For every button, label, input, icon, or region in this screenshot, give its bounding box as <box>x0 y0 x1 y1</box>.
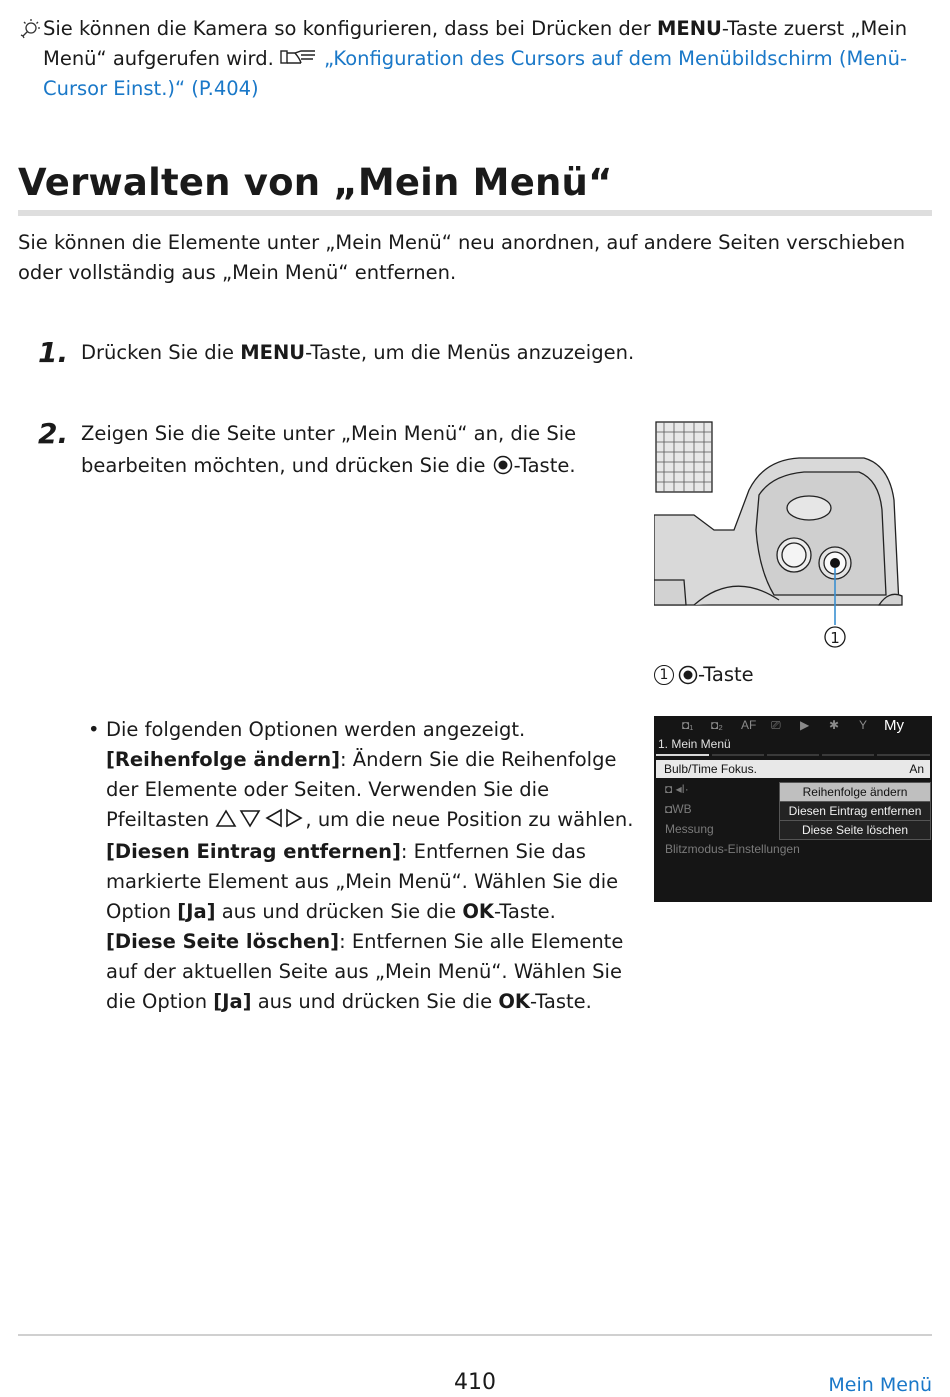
shooting-menu-2-tab: ◘₂ <box>711 718 723 732</box>
screen-row: ◘ ◂ǀ· <box>665 782 689 796</box>
step-1-text-before: Drücken Sie die <box>81 341 241 364</box>
hint-lightbulb-icon <box>18 18 42 42</box>
page-indicator <box>767 754 819 756</box>
pointing-hand-icon <box>280 48 318 66</box>
tip-text-after: -Taste zuerst „Mein Menü“ aufgerufen wird. <box>43 17 908 70</box>
my-menu-tab: My <box>884 717 904 734</box>
page-number: 410 <box>454 1370 496 1395</box>
options-intro: Die folgenden Optionen werden angezeigt. <box>106 718 526 741</box>
option-reorder-desc: : Ändern Sie die Reihenfolge der Elemente oder Seiten. Verwenden Sie die Pfeiltasten <box>106 748 617 831</box>
section-link[interactable]: Mein Menü <box>828 1374 932 1396</box>
cursor-config-link[interactable]: „Konfiguration des Cursors auf dem Menübildschirm (Menü-Cursor Einst.)“ (P.404) <box>43 47 908 100</box>
step-2-text-after: -Taste. <box>513 454 576 477</box>
tip-text-before: Sie können die Kamera so konfigurieren, dass bei Drücken der <box>43 17 657 40</box>
step-2-text-before: Zeigen Sie die Seite unter „Mein Menü“ an, die Sie bearbeiten möchten, und drücken Sie die <box>81 422 577 477</box>
screen-row-selected <box>656 760 930 778</box>
menu-key-label: MENU <box>240 341 306 364</box>
screen-row: Messung <box>665 822 714 836</box>
footer-divider <box>18 1334 932 1336</box>
step-2-number: 2. <box>38 417 69 450</box>
page-indicator <box>712 754 764 756</box>
option-remove-label: [Diesen Eintrag entfernen] <box>106 840 401 863</box>
screen-row-label: Bulb/Time Fokus. <box>664 762 757 776</box>
ok-key-label: OK <box>498 990 530 1013</box>
page-indicator-active <box>656 754 709 756</box>
step-2-text <box>81 418 641 482</box>
option-delete-page-desc-mid: aus und drücken Sie die <box>251 990 499 1013</box>
title-divider <box>18 210 932 216</box>
option-reorder-label: [Reihenfolge ändern] <box>106 748 340 771</box>
ok-button-icon <box>493 455 513 475</box>
options-list <box>86 715 646 1017</box>
menu-key-label: MENU <box>657 17 722 40</box>
option-remove-desc: : Entfernen Sie das markierte Element aus „Mein Menü“. Wählen Sie die Option <box>106 840 619 923</box>
step-1-number: 1. <box>38 336 69 369</box>
list-item <box>106 715 646 1017</box>
popup-item-remove-entry: Diesen Eintrag entfernen <box>780 802 930 821</box>
caption-number: 1 <box>654 665 674 685</box>
custom-menu-tab: ✱ <box>829 718 840 732</box>
option-delete-page-desc: : Entfernen Sie alle Elemente auf der aktuellen Seite aus „Mein Menü“. Wählen Sie die Option <box>106 930 624 1013</box>
page-indicator <box>877 754 930 756</box>
setup-menu-tab: Y <box>859 718 868 732</box>
ok-key-label: OK <box>462 900 494 923</box>
options-popup <box>779 782 931 840</box>
video-menu-tab: ⎚ <box>771 718 781 732</box>
figure-callout-number: 1 <box>830 629 840 647</box>
arrow-keys-icon <box>215 807 305 837</box>
camera-menu-screen <box>654 716 932 902</box>
intro-paragraph: Sie können die Elemente unter „Mein Menü“ neu anordnen, auf andere Seiten verschieben oder vollständig aus „Mein Menü“ entfernen. <box>18 231 906 284</box>
screen-row: ◘WB <box>665 802 692 816</box>
playback-menu-tab: ▶ <box>800 718 810 732</box>
option-delete-page-desc-end: -Taste. <box>530 990 592 1013</box>
popup-item-delete-page: Diese Seite löschen <box>780 821 930 839</box>
ja-label: [Ja] <box>177 900 216 923</box>
page-title: Verwalten von „Mein Menü“ <box>18 161 613 204</box>
ja-label: [Ja] <box>213 990 252 1013</box>
screen-row: Blitzmodus-Einstellungen <box>665 842 800 856</box>
option-delete-page-label: [Diese Seite löschen] <box>106 930 340 953</box>
camera-illustration <box>654 420 904 650</box>
option-reorder-desc-end: , um die neue Position zu wählen. <box>305 808 634 831</box>
option-remove-desc-end: -Taste. <box>494 900 556 923</box>
step-1-text <box>81 338 634 368</box>
tip-note <box>18 14 923 104</box>
caption-text: -Taste <box>698 663 754 686</box>
figure-caption <box>654 660 754 690</box>
ok-button-icon <box>678 665 698 685</box>
screen-tab-bar <box>654 716 932 736</box>
shooting-menu-1-tab: ◘₁ <box>682 718 694 732</box>
screen-page-title: 1. Mein Menü <box>658 737 731 751</box>
popup-item-reorder: Reihenfolge ändern <box>780 783 930 802</box>
step-1-text-after: -Taste, um die Menüs anzuzeigen. <box>305 341 635 364</box>
screen-row-value: An <box>909 762 924 776</box>
page-indicator <box>822 754 874 756</box>
option-remove-desc-mid: aus und drücken Sie die <box>215 900 463 923</box>
af-menu-tab: AF <box>741 718 757 732</box>
